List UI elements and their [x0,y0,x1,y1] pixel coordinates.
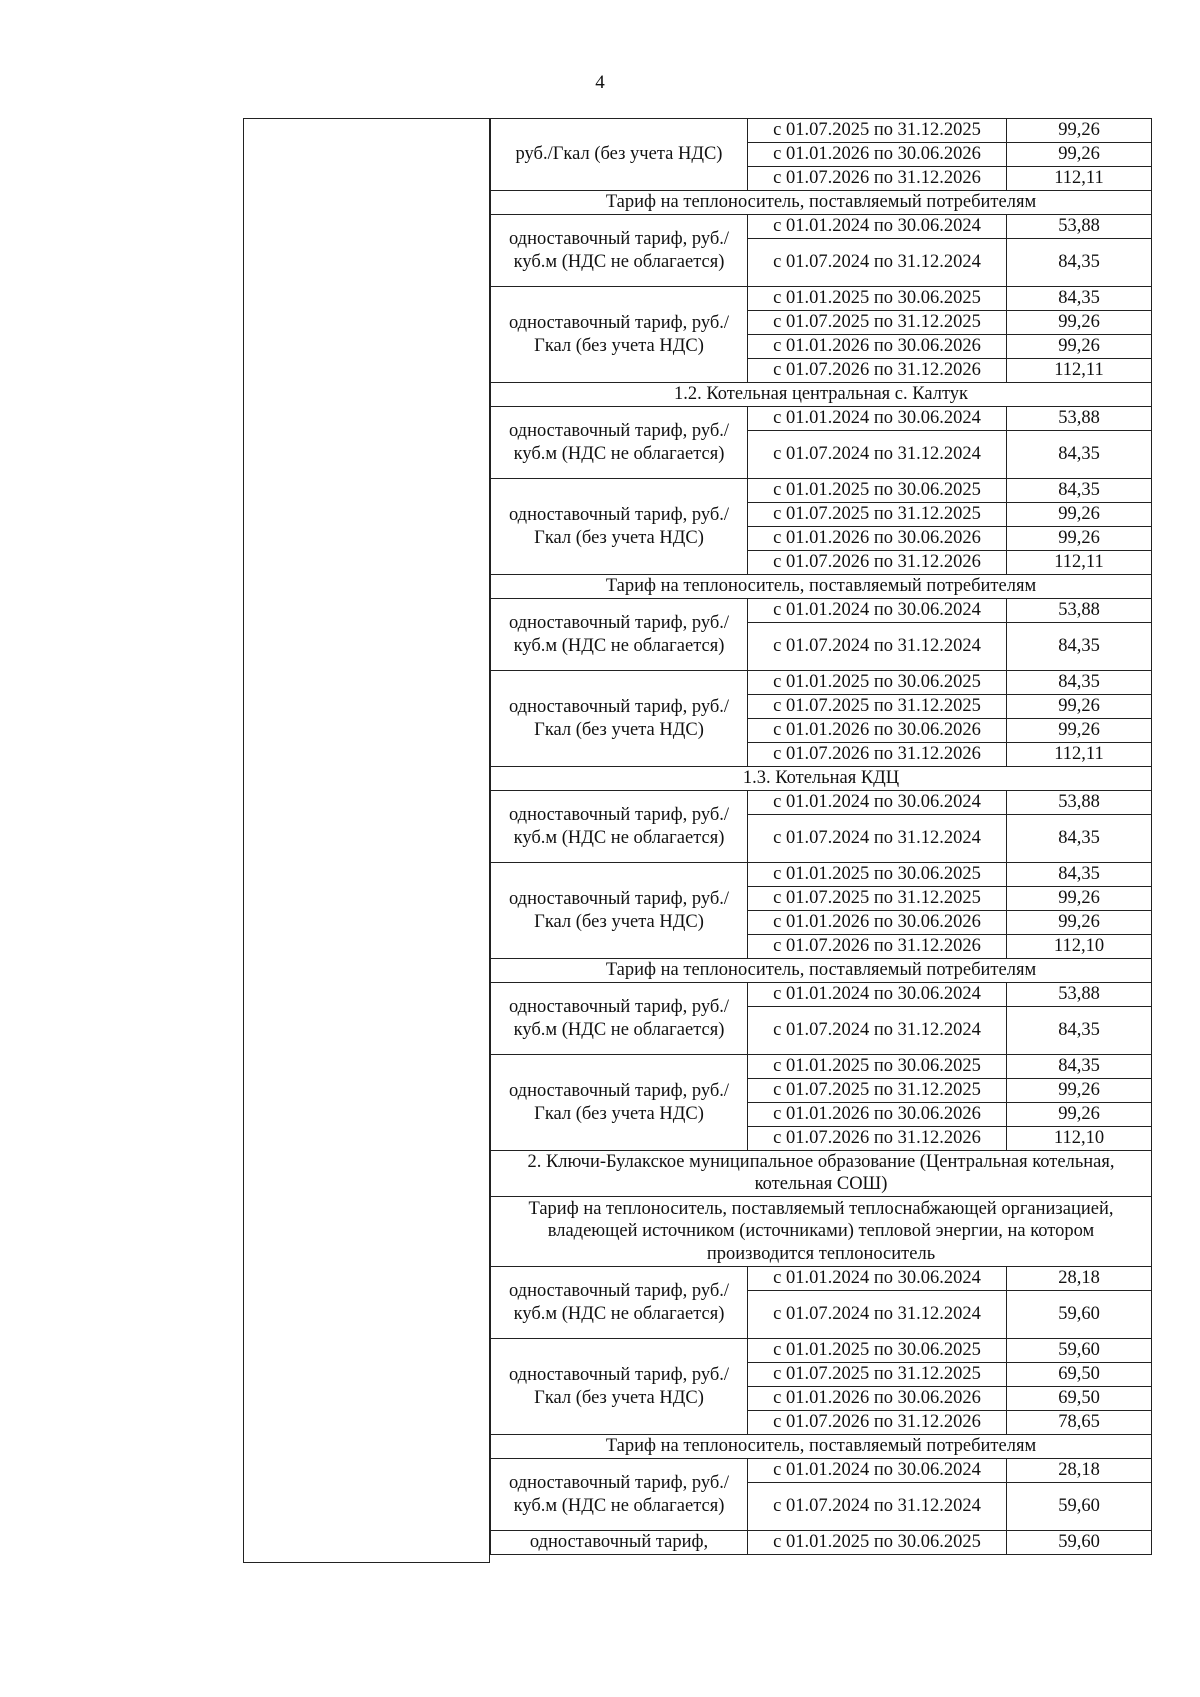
value-cell: 99,26 [1007,503,1152,527]
value-cell: 59,60 [1007,1483,1152,1531]
period-cell: с 01.01.2026 по 30.06.2026 [748,335,1007,359]
period-cell: с 01.07.2026 по 31.12.2026 [748,551,1007,575]
section-row [491,1197,1152,1267]
value-cell: 84,35 [1007,1007,1152,1055]
section-row [491,1435,1152,1459]
tariff-description: одноставочный тариф, руб./Гкал (без учета НДС) [491,1055,748,1151]
value-cell: 112,11 [1007,551,1152,575]
value-cell: 112,10 [1007,935,1152,959]
value-cell: 84,35 [1007,431,1152,479]
period-cell: с 01.01.2026 по 30.06.2026 [748,1387,1007,1411]
table-row [491,791,1152,815]
period-cell: с 01.01.2025 по 30.06.2025 [748,1531,1007,1555]
period-cell: с 01.01.2025 по 30.06.2025 [748,863,1007,887]
section-row [491,575,1152,599]
value-cell: 53,88 [1007,215,1152,239]
period-cell: с 01.01.2026 по 30.06.2026 [748,719,1007,743]
tariff-description: одноставочный тариф, руб./куб.м (НДС не облагается) [491,407,748,479]
value-cell: 112,10 [1007,1127,1152,1151]
tariff-description: одноставочный тариф, руб./Гкал (без учета НДС) [491,671,748,767]
section-heading: 1.3. Котельная КДЦ [491,767,1152,791]
value-cell: 84,35 [1007,671,1152,695]
value-cell: 99,26 [1007,887,1152,911]
table-row [491,671,1152,695]
value-cell: 99,26 [1007,1103,1152,1127]
table-row [491,407,1152,431]
period-cell: с 01.01.2025 по 30.06.2025 [748,1055,1007,1079]
period-cell: с 01.01.2024 по 30.06.2024 [748,407,1007,431]
period-cell: с 01.07.2025 по 31.12.2025 [748,695,1007,719]
period-cell: с 01.07.2026 по 31.12.2026 [748,1127,1007,1151]
value-cell: 84,35 [1007,863,1152,887]
tariff-description: одноставочный тариф, руб./Гкал (без учета НДС) [491,479,748,575]
table-row [491,599,1152,623]
value-cell: 99,26 [1007,311,1152,335]
section-heading: Тариф на теплоноситель, поставляемый теплоснабжающей организацией, владеющей источником (источниками) тепловой энергии, на котором производится теплоноситель [491,1197,1152,1267]
period-cell: с 01.01.2025 по 30.06.2025 [748,479,1007,503]
value-cell: 53,88 [1007,983,1152,1007]
table-row [491,479,1152,503]
tariff-description: одноставочный тариф, руб./куб.м (НДС не облагается) [491,1459,748,1531]
section-heading: Тариф на теплоноситель, поставляемый потребителям [491,1435,1152,1459]
table-row [491,287,1152,311]
tariff-description: одноставочный тариф, руб./Гкал (без учета НДС) [491,863,748,959]
period-cell: с 01.01.2026 по 30.06.2026 [748,911,1007,935]
period-cell: с 01.01.2026 по 30.06.2026 [748,527,1007,551]
value-cell: 99,26 [1007,119,1152,143]
table-row [491,1055,1152,1079]
value-cell: 99,26 [1007,335,1152,359]
tariff-table [490,118,1152,1555]
value-cell: 84,35 [1007,623,1152,671]
period-cell: с 01.07.2026 по 31.12.2026 [748,167,1007,191]
period-cell: с 01.07.2024 по 31.12.2024 [748,1007,1007,1055]
period-cell: с 01.07.2024 по 31.12.2024 [748,815,1007,863]
tariff-description: одноставочный тариф, руб./куб.м (НДС не облагается) [491,215,748,287]
tariff-description: одноставочный тариф, руб./Гкал (без учета НДС) [491,287,748,383]
value-cell: 28,18 [1007,1459,1152,1483]
value-cell: 112,11 [1007,743,1152,767]
period-cell: с 01.01.2026 по 30.06.2026 [748,143,1007,167]
value-cell: 69,50 [1007,1363,1152,1387]
value-cell: 59,60 [1007,1291,1152,1339]
section-row [491,1151,1152,1197]
tariff-description: одноставочный тариф, [491,1531,748,1555]
value-cell: 99,26 [1007,527,1152,551]
section-row [491,383,1152,407]
period-cell: с 01.07.2024 по 31.12.2024 [748,1483,1007,1531]
period-cell: с 01.01.2024 по 30.06.2024 [748,983,1007,1007]
value-cell: 84,35 [1007,815,1152,863]
period-cell: с 01.07.2026 по 31.12.2026 [748,743,1007,767]
period-cell: с 01.01.2025 по 30.06.2025 [748,287,1007,311]
value-cell: 84,35 [1007,239,1152,287]
table-row [491,215,1152,239]
table-row [491,1459,1152,1483]
period-cell: с 01.07.2024 по 31.12.2024 [748,1291,1007,1339]
table-row [491,983,1152,1007]
section-row [491,191,1152,215]
tariff-description: одноставочный тариф, руб./Гкал (без учета НДС) [491,1339,748,1435]
period-cell: с 01.07.2025 по 31.12.2025 [748,119,1007,143]
section-row [491,959,1152,983]
value-cell: 78,65 [1007,1411,1152,1435]
table-row [491,1267,1152,1291]
value-cell: 84,35 [1007,1055,1152,1079]
period-cell: с 01.01.2024 по 30.06.2024 [748,599,1007,623]
period-cell: с 01.07.2026 по 31.12.2026 [748,359,1007,383]
period-cell: с 01.07.2025 по 31.12.2025 [748,503,1007,527]
value-cell: 69,50 [1007,1387,1152,1411]
value-cell: 112,11 [1007,167,1152,191]
period-cell: с 01.01.2024 по 30.06.2024 [748,791,1007,815]
section-heading: 1.2. Котельная центральная с. Калтук [491,383,1152,407]
value-cell: 53,88 [1007,407,1152,431]
period-cell: с 01.07.2026 по 31.12.2026 [748,935,1007,959]
table-row [491,1531,1152,1555]
value-cell: 112,11 [1007,359,1152,383]
section-heading: Тариф на теплоноситель, поставляемый потребителям [491,575,1152,599]
tariff-description: одноставочный тариф, руб./куб.м (НДС не облагается) [491,983,748,1055]
table-row [491,119,1152,143]
period-cell: с 01.07.2025 по 31.12.2025 [748,1363,1007,1387]
value-cell: 28,18 [1007,1267,1152,1291]
value-cell: 59,60 [1007,1531,1152,1555]
period-cell: с 01.01.2025 по 30.06.2025 [748,671,1007,695]
value-cell: 99,26 [1007,143,1152,167]
value-cell: 59,60 [1007,1339,1152,1363]
period-cell: с 01.01.2024 по 30.06.2024 [748,215,1007,239]
period-cell: с 01.07.2024 по 31.12.2024 [748,239,1007,287]
value-cell: 99,26 [1007,695,1152,719]
value-cell: 53,88 [1007,791,1152,815]
value-cell: 99,26 [1007,719,1152,743]
tariff-description: одноставочный тариф, руб./куб.м (НДС не облагается) [491,1267,748,1339]
page-number: 4 [595,72,605,93]
period-cell: с 01.07.2025 по 31.12.2025 [748,1079,1007,1103]
period-cell: с 01.07.2025 по 31.12.2025 [748,887,1007,911]
tariff-description: руб./Гкал (без учета НДС) [491,119,748,191]
value-cell: 99,26 [1007,1079,1152,1103]
table-row [491,1339,1152,1363]
period-cell: с 01.07.2024 по 31.12.2024 [748,623,1007,671]
tariff-description: одноставочный тариф, руб./куб.м (НДС не облагается) [491,599,748,671]
left-column-cell [243,118,490,1563]
period-cell: с 01.07.2026 по 31.12.2026 [748,1411,1007,1435]
period-cell: с 01.07.2025 по 31.12.2025 [748,311,1007,335]
tariff-description: одноставочный тариф, руб./куб.м (НДС не облагается) [491,791,748,863]
table-row [491,863,1152,887]
section-heading: Тариф на теплоноситель, поставляемый потребителям [491,191,1152,215]
value-cell: 84,35 [1007,479,1152,503]
period-cell: с 01.01.2025 по 30.06.2025 [748,1339,1007,1363]
period-cell: с 01.07.2024 по 31.12.2024 [748,431,1007,479]
period-cell: с 01.01.2024 по 30.06.2024 [748,1267,1007,1291]
section-heading: Тариф на теплоноситель, поставляемый потребителям [491,959,1152,983]
period-cell: с 01.01.2026 по 30.06.2026 [748,1103,1007,1127]
value-cell: 99,26 [1007,911,1152,935]
section-heading: 2. Ключи-Булакское муниципальное образование (Центральная котельная, котельная СОШ) [491,1151,1152,1197]
value-cell: 84,35 [1007,287,1152,311]
period-cell: с 01.01.2024 по 30.06.2024 [748,1459,1007,1483]
value-cell: 53,88 [1007,599,1152,623]
section-row [491,767,1152,791]
